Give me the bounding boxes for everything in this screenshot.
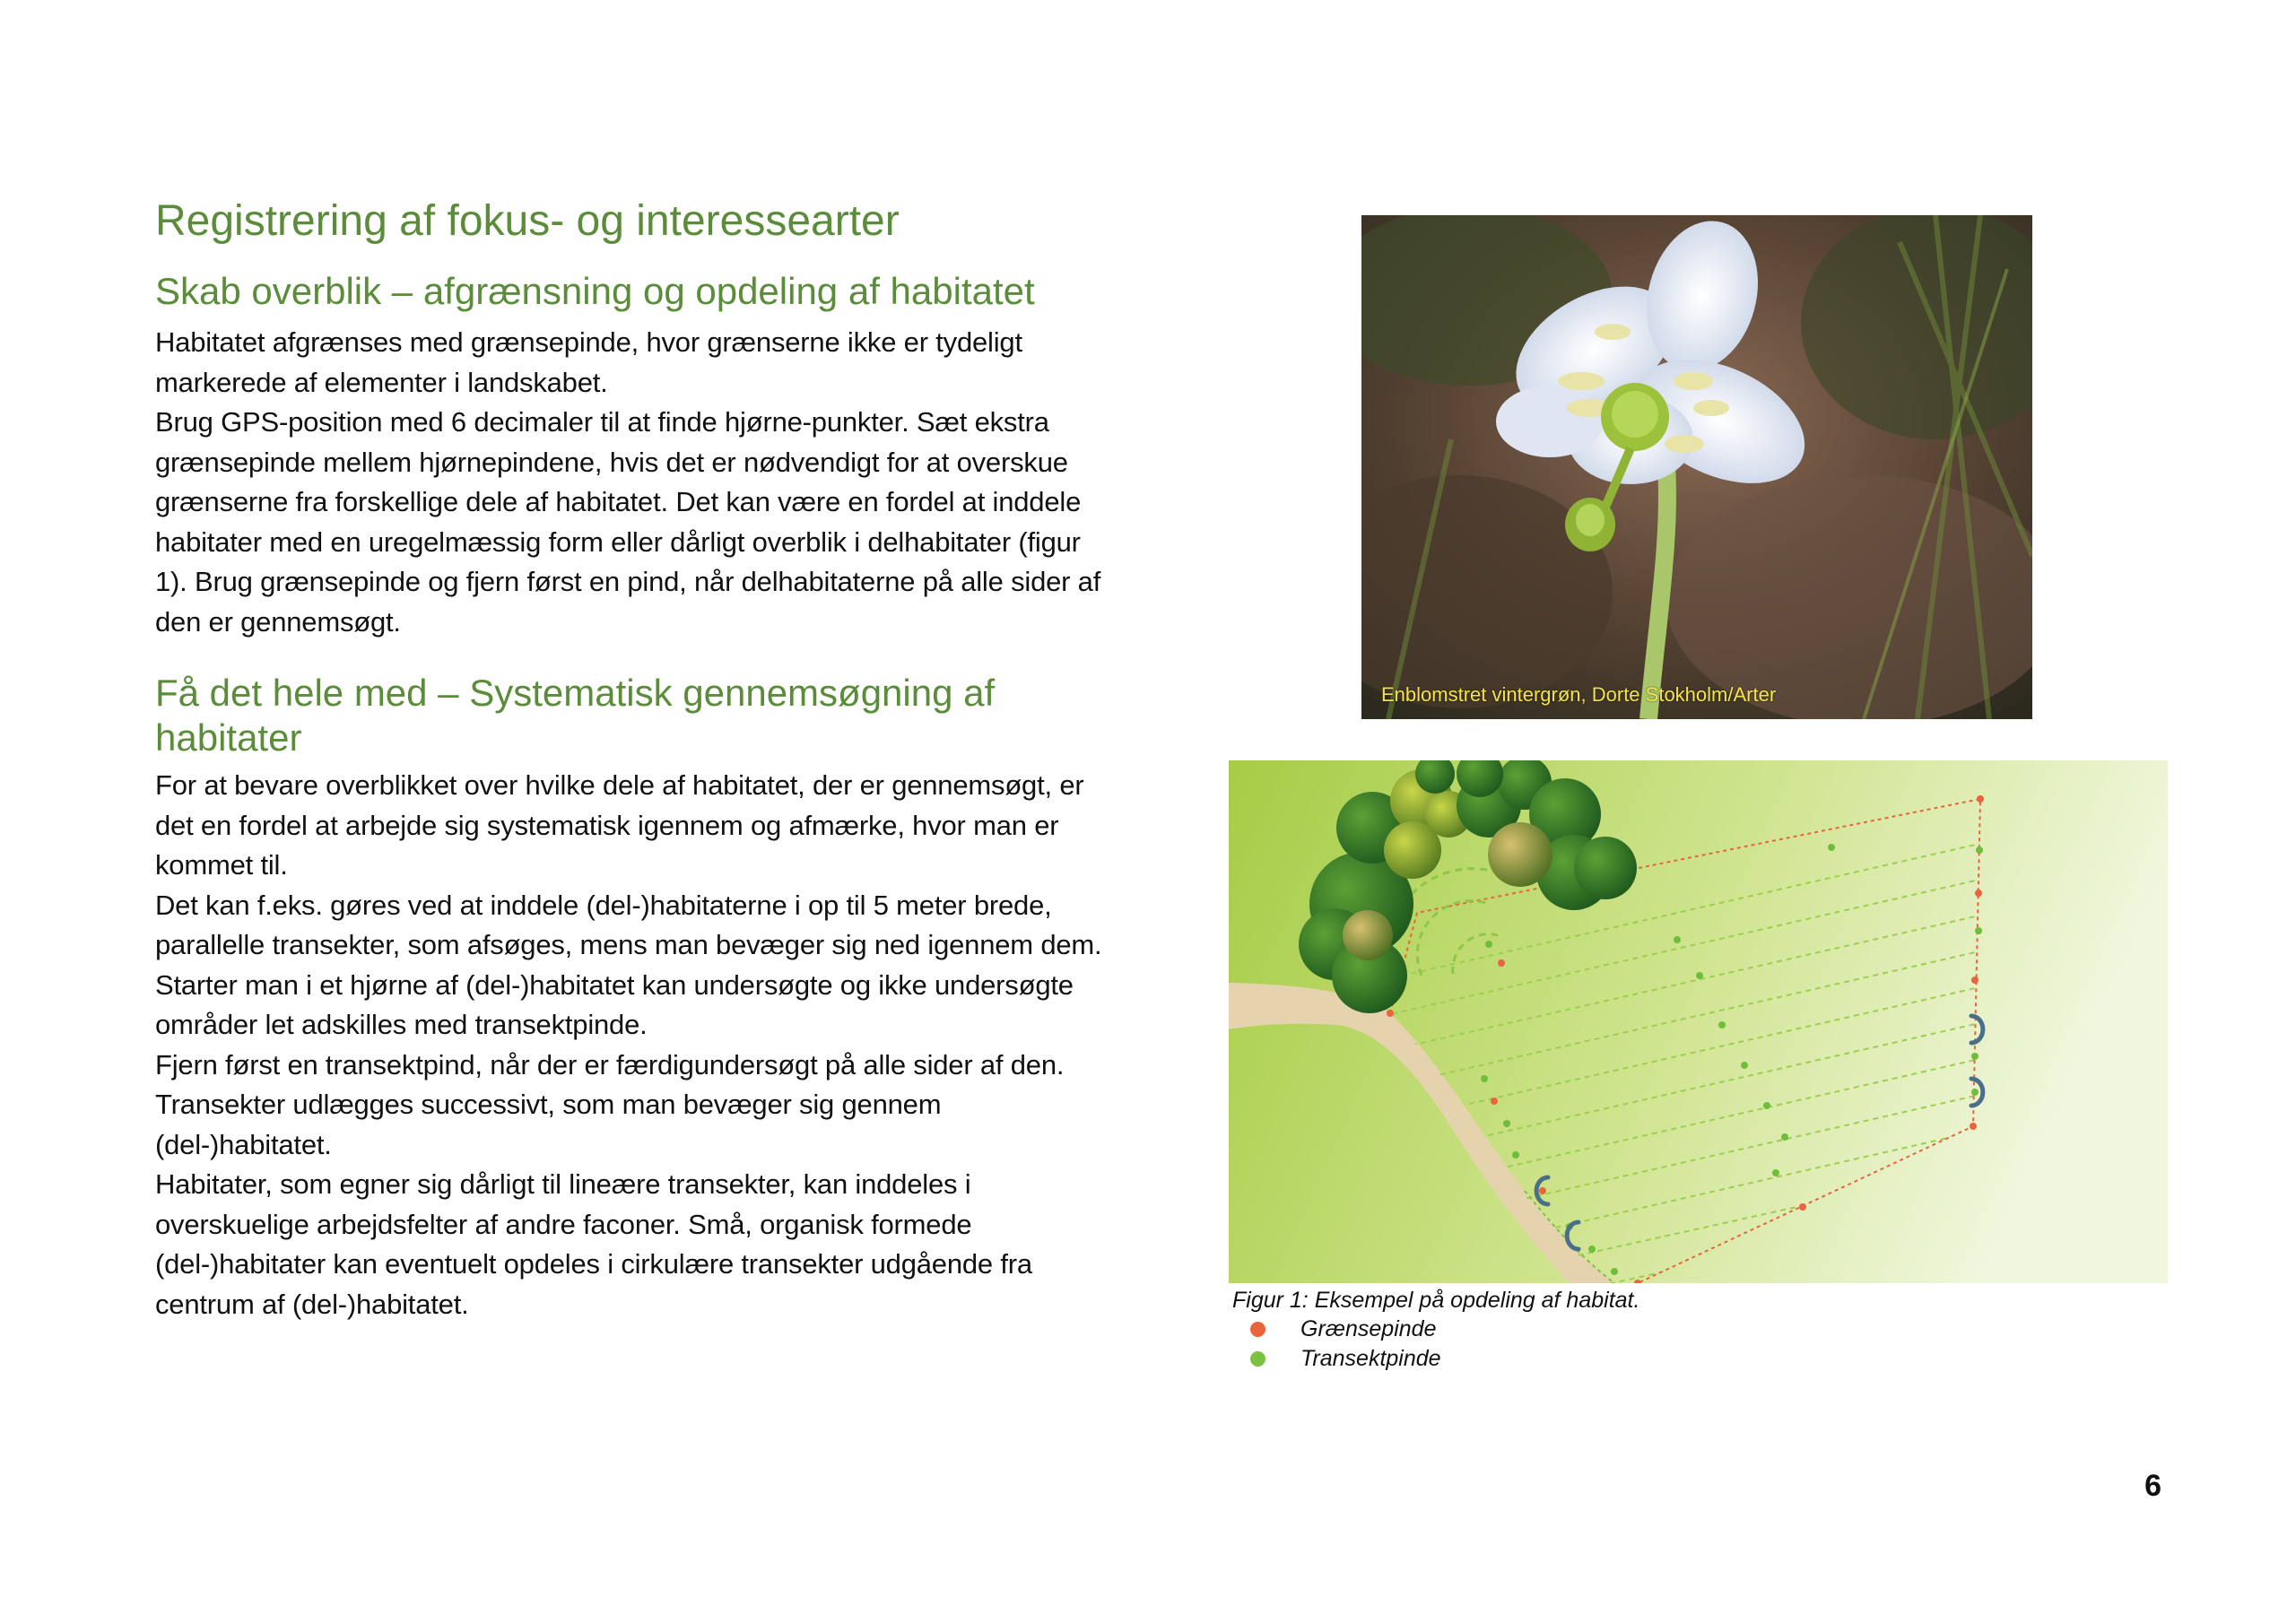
legend-item-transektpinde (1250, 1344, 1699, 1374)
legend-label: Transektpinde (1300, 1346, 1441, 1371)
page-number: 6 (2144, 1469, 2161, 1503)
section-systematisk-title: Få det hele med – Systematisk gennemsøgning af habitater (155, 672, 996, 759)
photo-caption: Enblomstret vintergrøn, Dorte Stokholm/Arter (1381, 683, 1777, 706)
section-overblik-body (155, 323, 1115, 642)
green-dot-icon (1250, 1351, 1265, 1367)
figure-caption: Figur 1: Eksempel på opdeling af habitat. (1232, 1288, 1640, 1313)
paragraph: Brug GPS-position med 6 decimaler til at finde hjørne-punkter. Sæt ekstra grænsepinde mellem hjørnepindene, hvis det er nødvendigt for at overskue grænserne fra forskellige dele af habitatet. Det kan være en fordel at inddele habitater med en uregelmæssig form eller dårligt overblik i delhabitater (figur 1). Brug grænsepinde og fjern først en pind, når delhabitaterne på alle sider af den er gennemsøgt. (155, 406, 1101, 638)
habitat-diagram (1229, 760, 2168, 1283)
paragraph: Fjern først en transektpind, når der er færdigundersøgt på alle sider af den. Transekter udlægges successivt, som man bevæger sig gennem (del-)habitatet. (155, 1048, 1065, 1160)
legend-label: Grænsepinde (1300, 1316, 1437, 1341)
figure-legend (1250, 1315, 1699, 1374)
paragraph: Habitatet afgrænses med grænsepinde, hvor grænserne ikke er tydeligt markerede af elementer i landskabet. (155, 326, 1022, 398)
section-overblik-title: Skab overblik – afgrænsning og opdeling af habitatet (155, 270, 1035, 312)
habitat-diagram-drawing (1229, 760, 2168, 1283)
section-systematisk-body (155, 766, 1115, 1324)
section-systematisk (155, 671, 1115, 1324)
paragraph: Habitater, som egner sig dårligt til lineære transekter, kan inddeles i overskuelige arbejdsfelter af andre faconer. Små, organisk formede (del-)habitater kan eventuelt opdeles i cirkulære transekter udgående fra centrum af (del-)habitatet. (155, 1168, 1032, 1320)
flower-photo (1361, 215, 2032, 719)
paragraph: Det kan f.eks. gøres ved at inddele (del-)habitaterne i op til 5 meter brede, parallelle transekter, som afsøges, mens man bevæger sig ned igennem dem. Starter man i et hjørne af (del-)habitatet kan undersøgte og ikke undersøgte områder let adskilles med transektpinde. (155, 889, 1102, 1040)
legend-item-graensepinde (1250, 1315, 1699, 1344)
paragraph: For at bevare overblikket over hvilke dele af habitatet, der er gennemsøgt, er det en fordel at arbejde sig systematisk igennem og afmærke, hvor man er kommet til. (155, 769, 1084, 881)
orange-dot-icon (1250, 1322, 1265, 1337)
page-heading: Registrering af fokus- og interessearter (155, 197, 900, 245)
flower-photo-image (1361, 215, 2032, 719)
section-overblik (155, 269, 1115, 642)
